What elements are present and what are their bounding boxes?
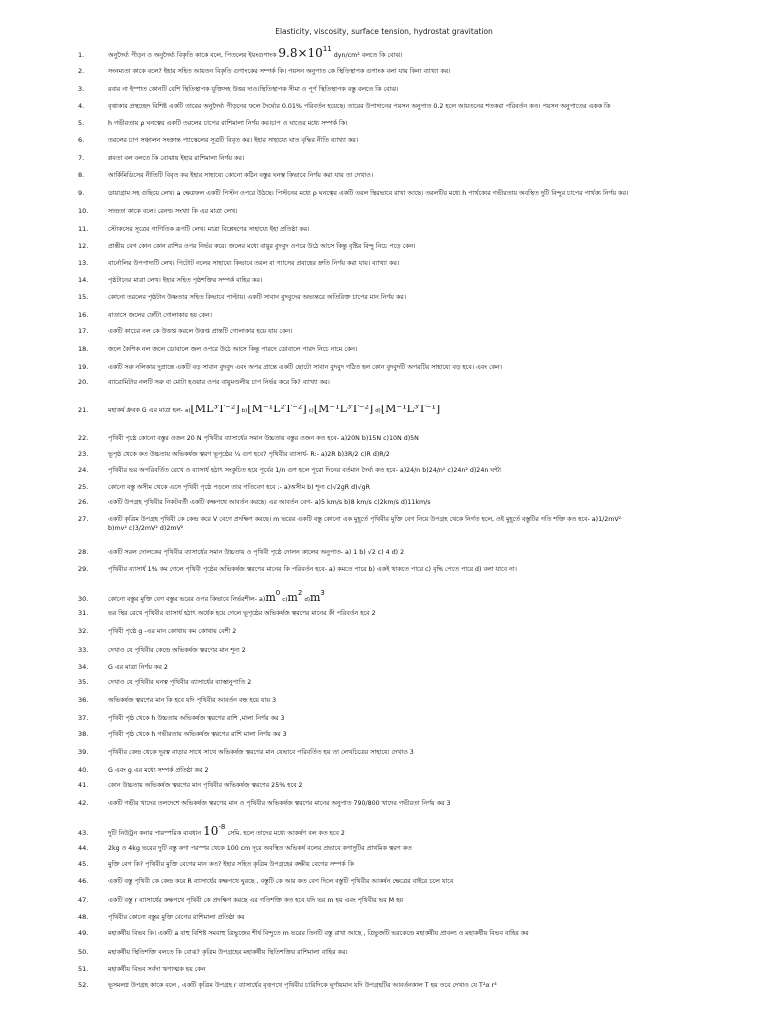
question-number: 12. <box>78 242 89 250</box>
marks: 3 <box>446 800 451 807</box>
question-item <box>78 948 758 957</box>
question-number: 17. <box>78 327 89 335</box>
question-number: 43. <box>78 829 89 837</box>
question-text: পৃথিবীর কোনো বস্তুর মুক্তি বেগের রাশিমালা প্রতিষ্ঠা কর <box>108 914 245 921</box>
question-number: 6. <box>78 136 85 144</box>
formula-exponent: 11 <box>322 45 332 53</box>
question-text: অভিকর্ষজ ত্বরণের মান কি হবে যদি পৃথিবীর আবর্তন বন্ধ হয়ে যায় <box>108 697 271 704</box>
question-text: পৃথিবীর ব্যাসার্ধ 1% কম গেলে পৃথিবী পৃষ্ঠের অভিকর্ষজ ত্বরণের মানের কি পরিবর্তন হবে- a) কমতে পারে b) একই থাকতে পারে c) বৃদ্ধি পেতে পারে d) বলা যাবে না। <box>108 566 517 573</box>
question-text: দেখাও যে পৃথিবীর ঘনত্ব পৃথিবীর ব্যাসার্ধের ব্যাস্তানুপাতি <box>108 679 246 686</box>
question-text: মুক্তি বেগ কি? পৃথিবীর মুক্তি বেগের মান কত? ইহার সহিত কৃত্রিম উপগ্রহের কক্ষীয় বেগের সম্পর্ক কি <box>108 861 354 868</box>
question-number: 31. <box>78 609 89 617</box>
question-item <box>78 646 758 655</box>
question-item <box>78 663 758 672</box>
question-item <box>78 913 758 922</box>
dimension-option: [M⁻¹L³T⁻¹] <box>380 405 441 415</box>
question-item <box>78 981 758 990</box>
question-item <box>78 434 758 443</box>
question-text: জলে কৈশিক নল জলে ডোবালে জল ওপরে উঠে আসে কিন্তু পারদে ডোবালে পারদ নিচে নামে কেন। <box>108 346 358 353</box>
dimension-option: [ML³T⁻²] <box>190 405 240 415</box>
question-item <box>78 207 758 216</box>
question-item <box>78 844 758 853</box>
question-item <box>78 609 758 618</box>
question-text: বার্নোলির উপপাদ্যটি লেখ। পিটোট নলের সাহায্যে কিভাবে তরল বা গ্যাসের প্রবাহের দ্রুতি নির্ণয় করা যায়। ব্যাখ্যা কর। <box>108 260 400 267</box>
question-item <box>78 119 758 128</box>
question-text: প্লবতা বল বলতে কি বোঝায় ইহার রাশিমালা নির্ণয় কর। <box>108 155 245 162</box>
question-number: 30. <box>78 595 89 603</box>
question-number: 42. <box>78 799 89 807</box>
question-text: ভূপৃষ্ঠ থেকে কত উচ্চতায় অভিকর্ষজ ত্বরণ ভূপৃষ্ঠের ¼ গুণ হবে? পৃথিবীর ব্যাসার্ধ- R:- a)2R b)3R/2 c)R d)R/2 <box>108 451 390 458</box>
question-item <box>78 860 758 869</box>
question-text: একটি সরু নলিকার দুপ্রান্তে একটি বড় সাবান বুদবুদ এবং অপর প্রান্তে একটি ছোটো সাবান বুদবুদ গঠিত হল কোন বুদবুদটি অপরটির সাহায্যে বড় হবে। এবং কেন। <box>108 364 502 371</box>
question-item <box>78 877 758 886</box>
question-item <box>78 781 758 790</box>
question-item <box>78 823 758 838</box>
question-text: পৃথিবী পৃষ্ঠ থেকে h গভীরতায় অভিকর্ষজ ত্বরণের রাশি মালা নির্ণয় কর <box>108 731 281 738</box>
question-continuation: b)mv² c)3/2mV² d)2mV² <box>108 525 184 532</box>
question-item <box>78 627 758 636</box>
option-label: d) <box>375 408 381 414</box>
question-number: 4. <box>78 102 85 110</box>
question-number: 50. <box>78 948 89 956</box>
question-number: 46. <box>78 877 89 885</box>
question-item <box>78 171 758 180</box>
power-base: m <box>287 591 298 604</box>
question-text: একটি গভীর খাদের তলদেশে অভিকর্ষজ ত্বরণের মান ও পৃথিবীর অভিকর্ষজ ত্বরণের মানের অনুপাত 790/800 খাদের গভীরতা নির্ণয় কর <box>108 800 445 807</box>
question-text: একটি কৃত্রিম উপগ্রহ পৃথিবী কে কেন্দ্র করে V বেগে প্রদক্ষিণ করছে। m ভরের একটি বস্তু কোনো এক মুহূর্তে পৃথিবীর মুক্তি বেগ নিয়ে উপগ্রহ থেকে নির্গত হলে, ওই মুহূর্তে বস্তুটির গতি শক্তি কত হবে- a)1/2mV² <box>108 516 622 523</box>
question-number: 1. <box>78 51 85 59</box>
question-item <box>78 405 758 415</box>
question-number: 36. <box>78 696 89 704</box>
question-number: 14. <box>78 276 89 284</box>
question-text: রবার না ইস্পাত কোনটি বেশি স্থিতিস্থাপক যুক্তিসহ উত্তর দাও।স্থিতিস্থাপক সীমা ও পূর্ণ স্থিতিস্থাপক বস্তু বলতে কি বোঝ। <box>108 86 399 93</box>
question-item <box>78 311 758 320</box>
question-number: 20. <box>78 378 89 386</box>
question-number: 49. <box>78 929 89 937</box>
question-item <box>78 45 758 60</box>
question-text: পৃথিবী পৃষ্ঠ থেকে h উচ্চতায় অভিকর্ষজ ত্বরণের রাশি ,মালা নির্ণয় কর <box>108 715 279 722</box>
power-base: m <box>309 591 321 604</box>
question-number: 35. <box>78 678 89 686</box>
question-text: একটি সরল দোলকের পৃথিবীর ব্যাসার্ধের সমান উচ্চতায় ও পৃথিবী পৃষ্ঠে দোলন কালের অনুপাত- a) 1 b) √2 c) 4 d) 2 <box>108 549 405 556</box>
question-item <box>78 259 758 268</box>
question-number: 41. <box>78 781 89 789</box>
question-text: আর্কিমিডিসের নীতিটি বিবৃত কর ইহার সাহায্যে কোনো কঠিন বস্তুর ঘনত্ব কিভাবে নির্ণয় করা যায় তা দেখাও। <box>108 172 373 179</box>
question-number: 27. <box>78 515 89 523</box>
question-number: 37. <box>78 714 89 722</box>
question-text: একটি বস্তু r ব্যাসার্ধের কক্ষপথে পৃথিবী কে প্রদক্ষিণ করছে এর গতিশক্তি কত হবে যদি ভর m হয় এবং পৃথিবীর ভর M হয় <box>108 897 404 904</box>
question-item <box>78 67 758 76</box>
marks: 2 <box>340 830 345 837</box>
marks: 3 <box>282 731 287 738</box>
question-number: 32. <box>78 627 89 635</box>
question-number: 2. <box>78 67 85 75</box>
question-text: ব্যারোমিটার নলটি সরু বা মোটা হওয়ার ওপর বায়ুমণ্ডলীয় চাপ নির্ভর করে কি? ব্যাখ্যা কর। <box>108 379 330 386</box>
question-text: একটি কাচের নল কে উত্তপ্ত করলে উত্তপ্ত প্রান্তটি গোলাকার হয়ে যায় কেন। <box>108 328 293 335</box>
question-item <box>78 565 758 574</box>
question-item <box>78 965 758 974</box>
question-item <box>78 766 758 775</box>
question-number: 10. <box>78 207 89 215</box>
option-label: c) <box>308 408 314 414</box>
question-number: 40. <box>78 766 89 774</box>
question-text: পৃষ্ঠটানের মাত্রা লেখ। ইহার সহিত পৃষ্ঠশক্তির সম্পর্ক বাহির কর। <box>108 277 263 284</box>
question-number: 45. <box>78 860 89 868</box>
question-text: অনুদৈর্ঘ্য পীড়ন ও অনুদৈর্ঘ্য বিকৃতি কাকে বলে, পিতলের ইয়ংগুণাংক <box>108 52 277 59</box>
option-label: a) <box>184 408 191 414</box>
question-text: G এবং g এর মধ্যে সম্পর্ক প্রতিষ্ঠা কর <box>108 767 203 774</box>
question-text: দুটি নিউট্রন কনার পারস্পরিক ব্যবধান <box>108 830 202 837</box>
question-number: 5. <box>78 119 85 127</box>
question-number: 51. <box>78 965 89 973</box>
marks: 2 <box>163 664 168 671</box>
question-item <box>78 483 758 492</box>
marks: 3 <box>272 697 277 704</box>
question-item <box>78 327 758 336</box>
question-number: 52. <box>78 981 89 989</box>
dimension-option: [M⁻¹L³T⁻²] <box>313 405 374 415</box>
question-number: 11. <box>78 225 89 233</box>
question-number: 23. <box>78 450 89 458</box>
marks: 3 <box>280 715 285 722</box>
question-item <box>78 548 758 557</box>
option-label: d) <box>304 597 310 603</box>
question-number: 28. <box>78 548 89 556</box>
question-text: G এর মাত্রা নির্ণয় কর <box>108 664 162 671</box>
question-text: কোনো বস্তুর মুক্তি বেগ বস্তুর ভরের ওপর কিভাবে নির্ভরশীল- a) <box>108 596 266 603</box>
question-number: 44. <box>78 844 89 852</box>
question-text: সংনম্যতা কাকে বলে? ইহার সহিত আয়তন বিকৃতি গুণাংকের সম্পর্ক কি। পয়সন অনুপাত কে স্থিতিস্থাপক গুণাংক বলা যায় কিনা ব্যাখ্যা কর। <box>108 68 451 75</box>
question-item <box>78 730 758 739</box>
question-number: 7. <box>78 154 85 162</box>
question-text: h গভীরতায় ρ ঘনত্বের একটি তরলের চাপের রাশিমালা নির্ণয় কর।চাপ ও ঘাতের মধ্যে সম্পর্ক কি। <box>108 120 348 127</box>
marks: 2 <box>204 767 209 774</box>
page-title: Elasticity, viscosity, surface tension, hydrostat gravitation <box>275 27 493 36</box>
question-item <box>78 136 758 145</box>
question-number: 16. <box>78 311 89 319</box>
question-item <box>78 345 758 354</box>
question-text: মহাকর্ষ ধ্রুবক G এর মাত্রা হল- <box>108 407 183 414</box>
question-text: কোন উচ্চতায় অভিকর্ষজ ত্বরণের মান পৃথিবীর অভিকর্ষজ ত্বরণের 25% হবে <box>108 782 297 789</box>
question-number: 24. <box>78 466 89 474</box>
question-text: বাতাসে জলের ফোঁটা গোলাকার হয় কেন। <box>108 312 212 319</box>
question-number: 39. <box>78 748 89 756</box>
question-number: 15. <box>78 293 89 301</box>
marks: 2 <box>298 782 303 789</box>
question-item <box>78 242 758 251</box>
question-number: 47. <box>78 896 89 904</box>
question-number: 13. <box>78 259 89 267</box>
question-text: পৃথিবীর ভর অপরিবর্তিত রেখে ও ব্যাসার্ধ হঠাৎ সংকুচিত হয়ে পূর্বের 1/n গুণ হলে পূরো দিনের বর্তমান দৈর্ঘ্য কত হবে- a)24/n b)24/n² c)24n² d)24n ঘন্টা <box>108 467 501 474</box>
question-item <box>78 225 758 234</box>
question-text: কোনো তরলের পৃষ্ঠটান উষ্ণতার সহিত কিভাবে পাল্টায়। একটি সাবান বুদবুদের অভ্যন্তরে অতিরিক্ত চাপের মান নির্ণয় কর। <box>108 294 407 301</box>
marks: 2 <box>247 679 252 686</box>
power-base: m <box>265 591 276 604</box>
marks: 2 <box>371 610 376 617</box>
question-text: ডায়াগ্রাম সহ গুছিয়ে লেখ। a ক্ষেত্রফল একটি পিস্টন ওপরে উঠছে। পিস্টনের মধ্যে ρ ঘনত্বের একটি তরল স্থিরভাবে রাখা আছে। তরলটির মধ্যে h পার্থক্যের গভীরতায় অবস্থিত দুটি বিন্দুর চাপের পার্থক্য নির্ণয় কর। <box>108 190 629 197</box>
question-item <box>78 515 758 533</box>
question-text: ভর স্থির রেখে পৃথিবীর ব্যাসার্ধ হঠাৎ অর্ধেক হয়ে গেলে ভূপৃষ্ঠের অভিকর্ষজ ত্বরণের মানের কী পরিবর্তন হবে <box>108 610 370 617</box>
question-item <box>78 799 758 808</box>
question-number: 38. <box>78 730 89 738</box>
question-number: 21. <box>78 406 89 414</box>
question-number: 22. <box>78 434 89 442</box>
question-number: 33. <box>78 646 89 654</box>
question-item <box>78 85 758 94</box>
question-text: পৃথিবী পৃষ্ঠে কোনো বস্তুর ওজন 20 N পৃথিবীর ব্যাসার্ধের সমান উচ্চতায় বস্তুর ওজন কত হবে- a)20N b)15N c)10N d)5N <box>108 435 419 442</box>
question-item <box>78 293 758 302</box>
question-item <box>78 154 758 163</box>
power-exponent: 2 <box>297 589 303 597</box>
power-exponent: 3 <box>320 589 325 597</box>
question-number: 34. <box>78 663 89 671</box>
marks: 2 <box>232 628 237 635</box>
question-text: প্রান্তীয় বেগ কোন কোন রাশির ওপর নির্ভর করে। জলের মধ্যে বায়ুর বুদবুদ ওপরে উঠে আসে কিন্তু বৃষ্টির বিন্দু নিচে পড়ে কেন। <box>108 243 416 250</box>
question-item <box>78 714 758 723</box>
question-number: 26. <box>78 498 89 506</box>
question-item <box>78 696 758 705</box>
question-item <box>78 466 758 475</box>
option-label: c) <box>282 597 288 603</box>
question-text: দেখাও যে পৃথিবীর কেন্দ্রে অভিকর্ষজ ত্বরণের মান শূন্য <box>108 647 240 654</box>
question-text: পৃথিবীর কেন্দ্র থেকে দূরত্ব বাড়ার সাথে সাথে অভিকর্ষজ ত্বরণের মান যেভাবে পরিবর্তিত হয় তা লেখচিত্রের সাহায্যে দেখাও <box>108 749 408 756</box>
question-text-tail: dyn/cm² বলতে কি বোঝ। <box>333 52 403 59</box>
question-item <box>78 450 758 459</box>
question-text: তরলের চাপ সঞ্চালন সংক্রান্ত প্যাস্কেলের সূত্রটি বিবৃত কর। ইহার সাহায্যে ঘাত বৃদ্ধির নীতি ব্যাখ্যা কর। <box>108 137 358 144</box>
marks: 3 <box>409 749 414 756</box>
question-text: একটি উপগ্রহ পৃথিবীর নিকটবর্তী একটি কক্ষপথে আবর্তন করছে। এর আবর্তন বেগ- a)5 km/s b)8 km/s c)2km/s d)11km/s <box>108 499 431 506</box>
question-text: সান্দ্রতা কাকে বলে। রেনল্ড সংখ্যা কি এর মাত্রা লেখ। <box>108 208 238 215</box>
question-item <box>78 896 758 905</box>
question-number: 8. <box>78 171 85 179</box>
question-number: 48. <box>78 913 89 921</box>
question-text: একটি বস্তু পৃথিবী কে কেন্দ্র করে R ব্যাসার্ধের কক্ষপথে ঘুরছে , বস্তুটি কে আর কত বেগ দিলে বস্তুটি পৃথিবীর আকর্ষন ক্ষেত্রের বাইরে চলে যাবে <box>108 878 454 885</box>
question-text: স্টোকসের সূত্রের গাণিতিক রূপটি লেখ। মাত্রা বিশ্লেষণের সাহায্যে ইহা প্রতিষ্ঠা কর। <box>108 226 310 233</box>
question-number: 25. <box>78 483 89 491</box>
question-item <box>78 378 758 387</box>
question-number: 19. <box>78 363 89 371</box>
question-text: ভূসমলগ্ন উপগ্রহ কাকে বলে , একটি কৃত্রিম উপগ্রহ r ব্যাসার্ধের বৃত্তপথে পৃথিবীর চারিদিকে ঘূর্ণায়মান যদি উপগ্রহটির আবর্তনকাল T হয় তবে দেখাও যে T²α r³ <box>108 982 497 989</box>
option-label: b) <box>241 408 248 414</box>
question-item <box>78 276 758 285</box>
formula-exponent: -8 <box>218 823 226 831</box>
question-item <box>78 748 758 757</box>
dimension-option: [M⁻¹L²T⁻²] <box>247 405 307 415</box>
question-text: বৃত্তাকার প্রস্থচ্ছেদ বিশিষ্ট একটি তারের অনুদৈর্ঘ্য পীড়নের ফলে দৈর্ঘ্যের 0.01% পরিবর্তন হয়েছে। তারের উপাদানের পয়সন অনুপাত 0.2 হলে আয়তনের শতকরা পরিবর্তন কত। পয়সন অনুপাতের একক কি <box>108 103 611 110</box>
question-number: 29. <box>78 565 89 573</box>
question-text: 2kg ও 4kg ভরের দুটি বস্তু কণা পরস্পর থেকে 100 cm দূরে অবস্থিত অভিকর্ষ বলের প্রভাবে কণাদুটির প্রাথমিক ত্বরণ কত <box>108 845 412 852</box>
question-number: 3. <box>78 85 85 93</box>
question-text: মহাকর্ষীয় বিভব কি। একটি a বাহু বিশিষ্ট সমবাহু ত্রিভুজের শীর্ষ বিন্দুতে m ভরের তিনটি বস্তু রাখা আছে , ত্রিভুজটি ভরকেন্দ্রে মহাকর্ষীয় প্রাবল্য ও মহাকর্ষীয় বিভব বাহির কর <box>108 930 529 937</box>
question-item <box>78 498 758 507</box>
question-text-tail: সেমি. হলে তাদের মধ্যে আকর্ষণ বল কত হবে <box>227 830 339 837</box>
question-text: পৃথিবী পৃষ্ঠে g -এর মান কোথায় কম কোথায় বেশী <box>108 628 231 635</box>
question-item <box>78 589 758 604</box>
marks: 2 <box>241 647 246 654</box>
question-text: মহাকর্ষীয় বিভব সর্বদা ঋণাত্মক হয় কেন <box>108 966 206 973</box>
power-exponent: 0 <box>275 589 281 597</box>
question-text: মহাকর্ষীয় স্থিতিশক্তি বলতে কি বোঝ? কৃত্রিম উপগ্রহের মহাকর্ষীয় স্থিতিশক্তির রাশিমালা বাহির কর। <box>108 949 348 956</box>
question-text: কোনো বস্তু অসীম থেকে এসে পৃথিবী পৃষ্ঠে পড়লে তার গতিবেগ হবে :- a)অসীম b) শূন্য c)√2gR d)√gR <box>108 484 370 491</box>
question-item <box>78 929 758 938</box>
question-item <box>78 363 758 372</box>
question-number: 18. <box>78 345 89 353</box>
question-number: 9. <box>78 189 85 197</box>
question-item <box>78 189 758 198</box>
question-item <box>78 678 758 687</box>
question-item <box>78 102 758 111</box>
formula: 10 <box>203 824 219 838</box>
formula: 9.8×10 <box>278 46 323 60</box>
